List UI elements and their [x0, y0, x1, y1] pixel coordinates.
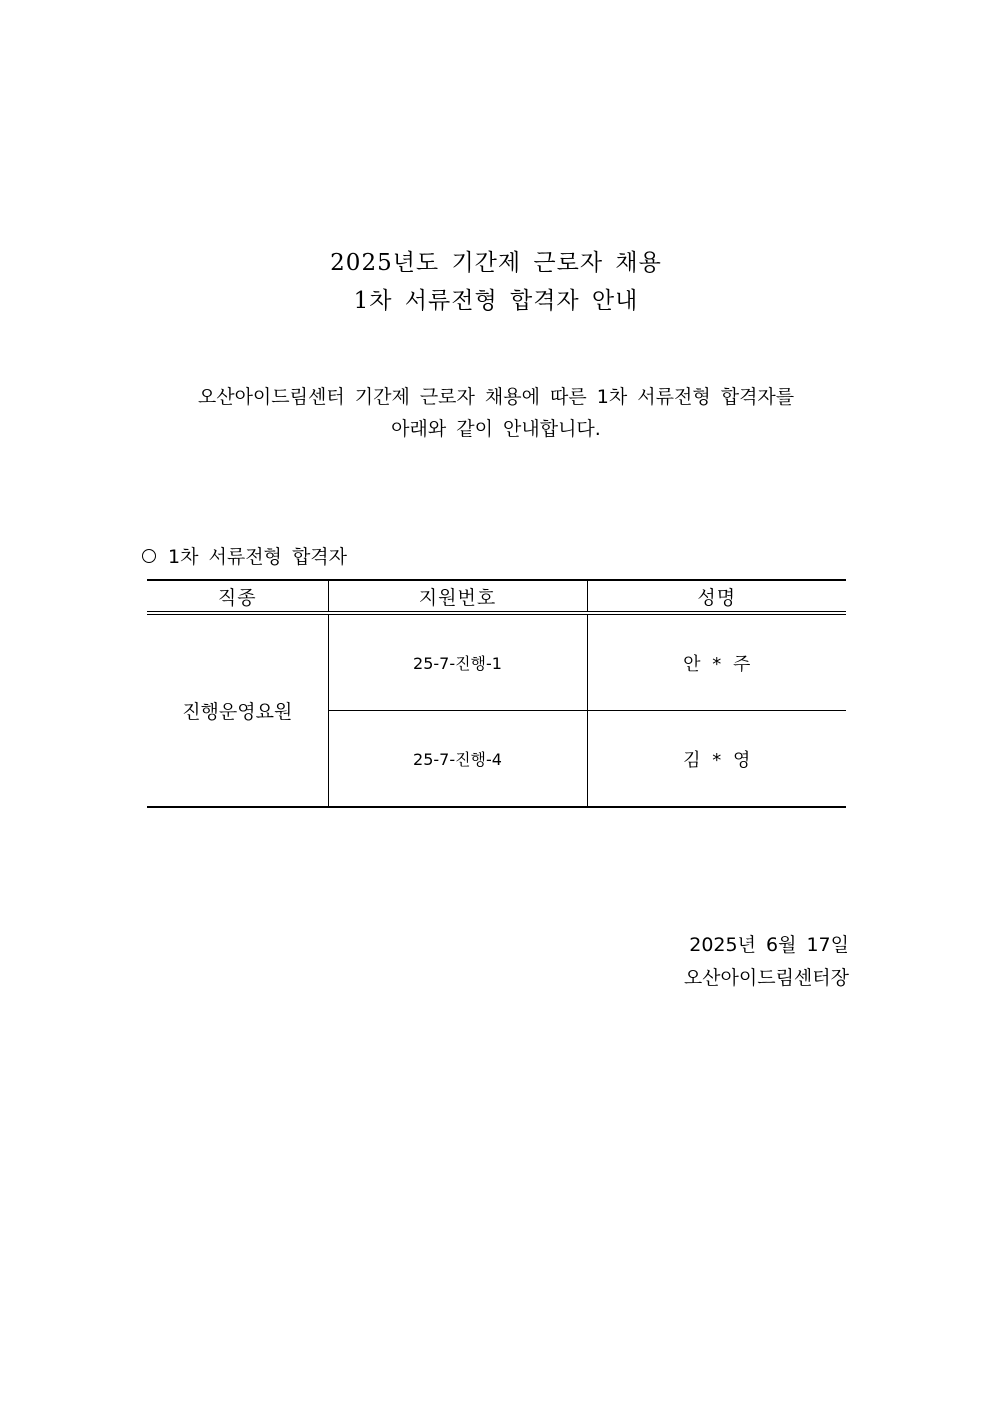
circle-bullet-icon — [142, 549, 156, 563]
header-name: 성명 — [587, 580, 846, 613]
table-row — [147, 613, 846, 711]
header-job: 직종 — [147, 580, 328, 613]
job-cell: 진행운영요원 — [147, 613, 328, 807]
document-title-line1: 2025년도 기간제 근로자 채용 — [330, 250, 662, 276]
section-heading-text: 1차 서류전형 합격자 — [168, 546, 347, 568]
issuer-name: 오산아이드림센터장 — [683, 967, 849, 989]
results-table — [147, 579, 846, 808]
table-header-row — [147, 580, 846, 613]
applicant-name-cell: 안 * 주 — [587, 613, 846, 711]
document-title-line2: 1차 서류전형 합격자 안내 — [353, 288, 639, 314]
intro-text-line1: 오산아이드림센터 기간제 근로자 채용에 따른 1차 서류전형 합격자를 — [197, 386, 795, 408]
intro-text-line2: 아래와 같이 안내합니다. — [391, 418, 601, 440]
header-application-number: 지원번호 — [328, 580, 587, 613]
applicant-name-cell: 김 * 영 — [587, 711, 846, 808]
application-number-cell: 25-7-진행-4 — [328, 711, 587, 808]
section-heading — [142, 542, 347, 569]
application-number-cell: 25-7-진행-1 — [328, 613, 587, 711]
announcement-date: 2025년 6월 17일 — [689, 934, 849, 956]
